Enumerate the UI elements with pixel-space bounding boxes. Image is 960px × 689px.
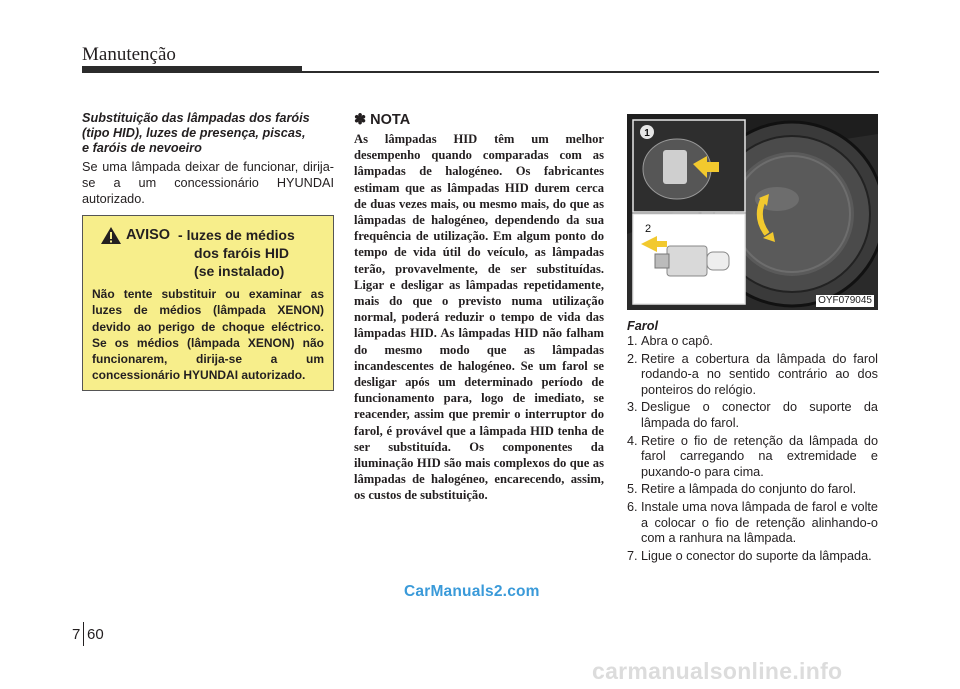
page-section-number: 7 (72, 626, 81, 643)
figure-callout-1: 1 (644, 128, 650, 139)
header-bar (82, 66, 302, 73)
page-number: 60 (87, 626, 104, 643)
warning-text: Não tente substituir ou examinar as luzes de médios (lâmpada XENON) devido ao perigo de choque eléctrico. Se os médios (lâmpada XENON) não funcionarem, dirija-se a um concessionário HYUNDAI autorizado. (92, 287, 324, 383)
list-item (627, 482, 878, 498)
warning-title-line-3: (se instalado) (194, 263, 285, 279)
warning-triangle-icon (100, 226, 122, 245)
note-column (354, 111, 604, 504)
step-number: 2. (627, 351, 638, 366)
section-heading (82, 111, 334, 156)
bottom-watermark: carmanualsonline.info (592, 658, 843, 684)
section-heading-line-2: (tipo HID), luzes de presença, piscas, (82, 126, 306, 140)
header-rule (302, 71, 879, 73)
step-number: 1. (627, 334, 638, 348)
step-number: 3. (627, 400, 638, 415)
section-body: Se uma lâmpada deixar de funcionar, dirija-se a um concessionário HYUNDAI autorizado. (82, 160, 334, 206)
figure-callout-2: 2 (645, 223, 652, 235)
step-number: 5. (627, 482, 638, 497)
step-text: Instale uma nova lâmpada de farol e volte a colocar o fio de retenção alinhando-o com a ranhura na lâmpada. (641, 499, 878, 546)
step-text: Desligue o conector do suporte da lâmpada do farol. (641, 400, 878, 430)
step-text: Ligue o conector do suporte da lâmpada. (641, 548, 872, 563)
warning-box (82, 215, 334, 391)
left-column (82, 111, 334, 207)
warning-title-line-1: - luzes de médios (178, 227, 295, 243)
list-item (627, 334, 878, 350)
step-text: Retire a cobertura da lâmpada do farol rodando-a no sentido contrário ao dos ponteiros do relógio. (641, 351, 878, 397)
step-text: Retire a lâmpada do conjunto do farol. (641, 482, 857, 497)
section-heading-line-3: e faróis de nevoeiro (82, 141, 202, 155)
warning-label: AVISO (126, 227, 171, 243)
warning-header (92, 226, 324, 280)
page-header-title: Manutenção (82, 44, 176, 65)
note-heading: ✽ NOTA (354, 112, 411, 128)
figure-code: OYF079045 (818, 295, 872, 306)
page-number-separator (83, 622, 84, 646)
step-number: 4. (627, 433, 638, 448)
step-text: Abra o capô. (641, 334, 713, 348)
headlight-figure (627, 114, 878, 310)
note-text: As lâmpadas HID têm um melhor desempenho quando comparadas com as lâmpadas de halogéneo. Os fabricantes estimam que as lâmpadas HID durem cerca de duas vezes mais, ou mesmo mais, do que as lâmpadas de halogéneo, dependendo da sua frequência de utilização. Em algum ponto do tempo de vida útil do veículo, as lâmpadas terão, provavelmente, de ser substituídas. Ligar e desligar as lâmpadas repetidamente, mais do que o previsto numa utilização normal, poderá reduzir o tempo de vida das lâmpadas HID. As lâmpadas HID não falham do mesmo modo que as lâmpadas incandescentes de halogéneo. Se um farol se desligar após um determinado período de funcionamento para, logo de imediato, se reacender, assim que premir o interruptor do farol, é provável que a lâmpada HID tenha de ser substituída. Os componentes da iluminação HID são mais complexos do que as lâmpadas de halogéneo, encarecendo, assim, os custos de substituição. (354, 132, 604, 503)
farol-heading: Farol (627, 319, 659, 333)
headlight-illustration (627, 114, 878, 310)
list-item (627, 352, 878, 399)
watermark-link[interactable]: CarManuals2.com (404, 583, 540, 600)
list-item (627, 549, 878, 565)
section-heading-line-1: Substituição das lâmpadas dos faróis (82, 111, 310, 125)
warning-title-line-2: dos faróis HID (194, 245, 289, 261)
farol-steps (627, 334, 878, 564)
list-item (627, 400, 878, 431)
list-item (627, 434, 878, 481)
step-text: Retire o fio de retenção da lâmpada do farol carregando na extremidade e puxando-o para cima. (641, 433, 878, 479)
list-item (627, 500, 878, 547)
farol-column (627, 318, 878, 566)
step-number: 7. (627, 548, 638, 563)
warning-title (178, 226, 295, 280)
step-number: 6. (627, 499, 638, 514)
